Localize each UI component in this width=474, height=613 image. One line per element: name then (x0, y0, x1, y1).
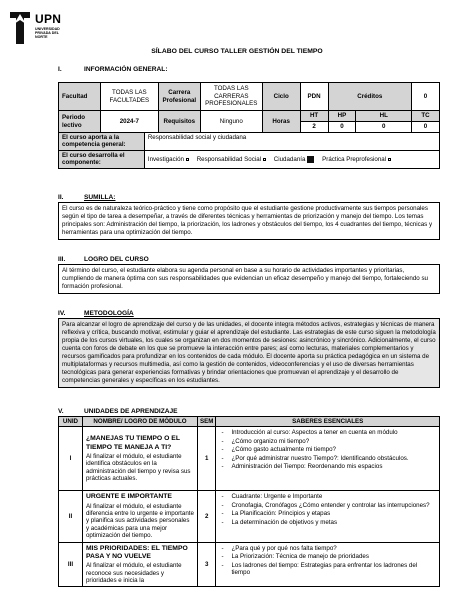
section-5-heading (58, 408, 178, 416)
document-title: SÍLABO DEL CURSO TALLER GESTIÓN DEL TIEMPO (151, 48, 323, 55)
creditos-label: Créditos (328, 83, 412, 111)
units-header-sem: SEM (198, 417, 216, 427)
componente-ciudadania: Ciudadanía (273, 155, 306, 163)
unit-module-name: MIS PRIORIDADES: EL TIEMPO PASA Y NO VUELVE (85, 544, 188, 560)
section-title: INFORMACIÓN GENERAL: (84, 66, 168, 73)
unit-module (82, 427, 197, 491)
facultad-label: Facultad (59, 83, 101, 111)
horas-header-tc: TC (412, 111, 440, 122)
competencia-value: Responsabilidad social y ciudadana (144, 133, 439, 151)
unit-module-desc: Al finalizar el módulo, el estudiante diferencia entre lo urgente e importante y planifica sus actividades personales y académicas para una mejor optimización del tiempo. (85, 502, 194, 540)
unit-saberes (216, 491, 440, 542)
unit-id: II (59, 491, 83, 542)
checkbox-empty-icon (186, 158, 189, 161)
unit-week: 1 (198, 427, 216, 491)
unit-id: III (59, 542, 83, 587)
unit-module-desc: Al finalizar el módulo, el estudiante identifica obstáculos en la administración del tiempo y revisa sus prácticas actuales. (85, 452, 191, 483)
unit-saberes (216, 542, 440, 587)
horas-value-hp: 0 (328, 122, 356, 133)
list-item: - La Planificación: Principios y etapas (219, 510, 436, 517)
unit-week: 3 (198, 542, 216, 587)
section-2-heading (58, 194, 116, 202)
list-item: - ¿Cómo organizo mi tiempo? (219, 438, 436, 445)
horas-header-ht: HT (300, 111, 328, 122)
requisitos-value: Ninguno (200, 111, 262, 133)
table-row (59, 542, 440, 587)
checkbox-empty-icon (388, 158, 391, 161)
carrera-value: TODAS LAS CARRERAS PROFESIONALES (200, 83, 262, 111)
unit-module-name: URGENTE E IMPORTANTE (85, 493, 172, 501)
componente-practica-preprofesional: Práctica Preprofesional (322, 155, 387, 163)
ciclo-value: PDN (300, 83, 328, 111)
section-number: IV. (58, 310, 66, 317)
section-1-heading (58, 66, 168, 74)
creditos-value: 0 (412, 83, 440, 111)
upn-logo (8, 10, 68, 46)
componente-responsabilidad-social: Responsabilidad Social (196, 155, 262, 163)
units-header-saberes: SABERES ESENCIALES (216, 417, 440, 427)
facultad-value: TODAS LAS FACULTADES (100, 83, 158, 111)
section-title: SUMILLA: (84, 194, 116, 201)
logro-text: Al término del curso, el estudiante elabora su agenda personal en base a su horario de actividades importantes y prioritarias, cumpliendo de manera óptima con sus responsabilidades que evidencian un eficaz desempeño y manejo del tiempo, fortaleciendo su formación profesional. (58, 264, 440, 294)
table-row (59, 491, 440, 542)
checkbox-filled-icon (307, 156, 314, 163)
checkbox-empty-icon (263, 158, 266, 161)
section-title: LOGRO DEL CURSO (84, 256, 149, 263)
list-item: - ¿Por qué administrar nuestro Tiempo?: Identificando obstáculos. (219, 455, 436, 462)
periodo-label: Periodo lectivo (59, 111, 101, 133)
table-row (59, 427, 440, 491)
list-item: - ¿Para qué y por qué nos falta tiempo? (219, 545, 436, 552)
list-item: - La Priorización: Técnica de manejo de prioridades (219, 553, 436, 560)
carrera-label: Carrera Profesional (158, 83, 200, 111)
unit-module (82, 491, 197, 542)
horas-value-ht: 2 (300, 122, 328, 133)
list-item: - ¿Cómo gasto actualmente mi tiempo? (219, 446, 436, 453)
section-3-heading (58, 256, 149, 264)
unit-saberes (216, 427, 440, 491)
units-header-nombre: NOMBRE/ LOGRO DE MÓDULO (82, 417, 197, 427)
competencia-label: El curso aporta a la competencia general: (59, 133, 145, 151)
horas-header-hl: HL (356, 111, 412, 122)
general-info-table (58, 82, 440, 169)
periodo-value: 2024-7 (100, 111, 158, 133)
upn-logo-icon (8, 10, 32, 46)
list-item: - Los ladrones del tiempo: Estrategias para enfrentar los ladrones del tiempo (219, 562, 436, 577)
componente-investigacion: Investigación (147, 155, 184, 163)
section-number: V. (58, 408, 64, 415)
list-item: - Cronofagia, Cronófagos ¿Cómo entender y controlar las interrupciones? (219, 502, 436, 509)
unit-module-desc: Al finalizar el módulo, el estudiante reconoce sus necesidades y prioridades e inicia la (85, 562, 182, 584)
componente-label: El curso desarrolla el componente: (59, 150, 145, 168)
logo-brand: UPN (35, 12, 62, 26)
requisitos-label: Requisitos (158, 111, 200, 133)
horas-label: Horas (262, 111, 300, 133)
units-header-unid: UNID (59, 417, 83, 427)
section-number: III. (58, 256, 66, 263)
section-title: METODOLOGÍA (84, 310, 134, 317)
list-item: - Introducción al curso: Aspectos a tener en cuenta en módulo (219, 429, 436, 436)
units-table (58, 416, 440, 587)
unit-module (82, 542, 197, 587)
list-item: - Administración del Tiempo: Reordenando mis espacios (219, 463, 436, 470)
unit-module-name: ¿MANEJAS TU TIEMPO O EL TIEMPO TE MANEJA A TI? (85, 435, 180, 451)
sumilla-text: El curso es de naturaleza teórico-práctico y tiene como propósito que el estudiante gestione productivamente sus tiempos personales según el tipo de tarea a desempeñar, a través de diferentes técnicas y herramientas de priorización y manejo del tiempo. Los temas principales son: Administración del tiempo, la priorización, los ladrones y obstáculos del tiempo, los 4 cuadrantes del tiempo, técnicas y herramientas para una optimización del tiempo. (58, 202, 440, 240)
horas-value-tc: 0 (412, 122, 440, 133)
list-item: - Cuadrante: Urgente e Importante (219, 493, 436, 500)
unit-id: I (59, 427, 83, 491)
componentes-list (144, 150, 439, 168)
horas-value-hl: 0 (356, 122, 412, 133)
section-4-heading (58, 310, 134, 318)
section-number: II. (58, 194, 64, 201)
metodologia-text: Para alcanzar el logro de aprendizaje del curso y de las unidades, el docente integra métodos activos, estrategias y técnicas de manera reflexiva y crítica, buscando motivar, estimular y guiar el aprendizaje del estudiante. Las estrategias de este curso siguen la metodología propia de los cursos virtuales, los cuales se organizan en dos momentos de sesiones: asincrónico y sincrónico. Adicionalmente, el curso cuenta con foros de debate en los que se promueve la interacción entre pares; así como lecturas, materiales complementarios y recursos gamificados para profundizar en los contenidos de cada módulo. El docente aporta su práctica pedagógica en un sistema de multiplataformas y recursos multimedia, así como la gestión de contenidos, videoconferencias y el uso de diversas herramientas tecnológicas para generar experiencias formativas y brindar orientaciones que promuevan el aprendizaje y el desarrollo de competencias generales y específicas en los estudiantes. (58, 318, 440, 388)
ciclo-label: Ciclo (262, 83, 300, 111)
logo-subtitle: UNIVERSIDAD PRIVADA DEL NORTE (35, 27, 60, 40)
unit-week: 2 (198, 491, 216, 542)
section-number: I. (58, 66, 62, 73)
horas-header-hp: HP (328, 111, 356, 122)
section-title: UNIDADES DE APRENDIZAJE (84, 408, 178, 415)
list-item: - La determinación de objetivos y metas (219, 519, 436, 526)
